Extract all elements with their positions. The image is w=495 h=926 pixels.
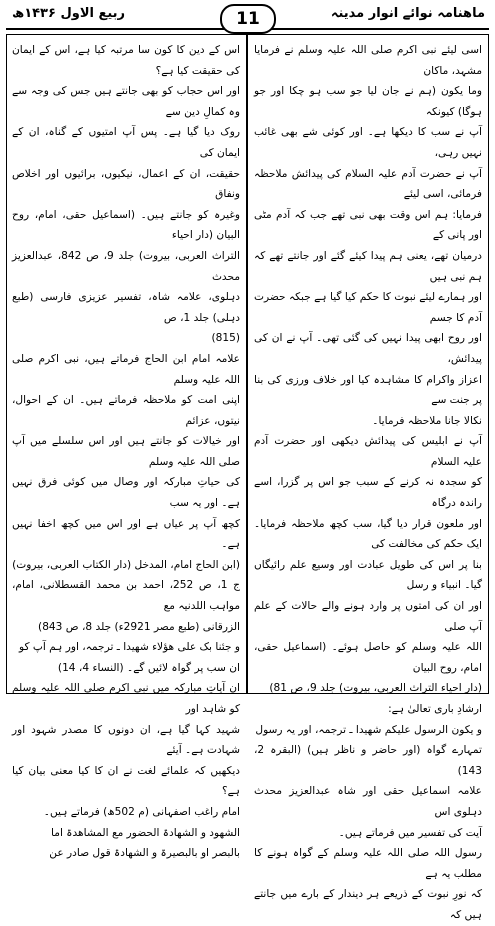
text-line: اللہ علیہ وسلم کو حاصل ہوئے۔ (اسماعیل حقی، امام، روح البیان <box>254 641 482 674</box>
column-divider <box>246 34 248 694</box>
text-line: علامہ اسماعیل حقی اور شاہ عبدالعزیز محدث دہلوی اس <box>254 785 482 818</box>
text-line: رسول اللہ صلی اللہ علیہ وسلم کے گواہ ہونے کا مطلب یہ ہے <box>254 847 482 880</box>
text-line: الشھود و الشھادۃ الحضور مع المشاھدۃ اما <box>51 826 240 839</box>
text-line: اور خیالات کو جانتے ہیں اور اس سلسلے میں آپ صلی اللہ علیہ وسلم <box>12 435 240 468</box>
text-line: امام راغب اصفہانی (م 502ھ) فرماتے ہیں۔ <box>43 805 240 818</box>
text-line: فرمایا: ہم اس وقت بھی نبی تھے جب کہ آدم مٹی اور پانی کے <box>254 208 482 242</box>
text-line: آیت کی تفسیر میں فرماتے ہیں۔ <box>338 826 482 839</box>
text-line: الزرقانی (طبع مصر 2921ء) جلد 8، ص 843) <box>38 620 240 633</box>
text-line: ان سب پر گواہ لائیں گے۔ (النساء 4، 14) <box>57 661 240 674</box>
text-line: آپ نے ابلیس کی پیدائش دیکھی اور حضرت آدم علیہ السلام <box>254 435 482 468</box>
text-line: بالبصر او بالبصیرۃ و الشھادۃ قول صادر عن <box>49 847 240 860</box>
text-line: شہید کہا گیا ہے، ان دونوں کا مصدر شہود اور شہادت ہے۔ آیئے <box>12 723 240 757</box>
page-number-badge: 11 <box>220 4 276 34</box>
text-line: آپ نے سب کا دیکھا ہے۔ اور کوئی شے بھی غائب نہیں رہی، <box>254 126 482 159</box>
left-column <box>12 40 240 860</box>
text-line: اور ملعون قرار دیا گیا، سب کچھ ملاحظہ فرمایا۔ ایک حکم کی مخالفت کی <box>254 517 482 551</box>
text-line: وغیرہ کو جانتے ہیں۔ (اسماعیل حقی، امام، روح البیان (دار احیاء <box>12 208 240 242</box>
text-line: اس کے دین کا کون سا مرتبہ کیا ہے، اس کے ایمان کی حقیقت کیا ہے؟ <box>12 44 240 77</box>
text-line: (ابن الحاج امام، المدخل (دار الکتاب العربی، بیروت) <box>12 558 240 571</box>
text-line: حقیقت، ان کے اعمال، نیکیوں، برائیوں اور اخلاص ونفاق <box>12 167 240 201</box>
text-line: اور ہمارے لیئے نبوت کا حکم کیا گیا ہے جبکہ حضرت آدم کا جسم <box>254 291 482 324</box>
text-line: ج 1، ص 252، احمد بن محمد القسطلانی، امام، مواہب اللدنیہ مع <box>12 579 240 613</box>
text-line: ان آیاتِ مبارکہ میں نبی اکرم صلی اللہ علیہ وسلم کو شاہد اور <box>12 682 240 715</box>
page-header <box>6 4 489 34</box>
text-line: دیکھیں کہ علمائے لغت نے ان کا کیا معنی بیان کیا ہے؟ <box>12 764 240 798</box>
text-line: اعزاز واکرام کا مشاہدہ کیا اور خلاف ورزی کی بنا پر جنت سے <box>254 373 482 407</box>
text-line: اور روح ابھی پیدا نہیں کی گئی تھی۔ آپ نے ان کی پیدائش، <box>254 332 482 365</box>
text-line: علامہ امام ابن الحاج فرماتے ہیں، نبی اکرم صلی اللہ علیہ وسلم <box>12 352 240 386</box>
text-line: دہلوی، علامہ شاہ، تفسیر عزیزی فارسی (طبع دہلی) جلد 1، ص <box>12 291 240 324</box>
text-line: بنا پر اس کی طویل عبادت اور وسیع علم رائیگاں گیا۔ انبیاء و رسل <box>254 558 482 592</box>
magazine-title: ماهنامہ نوائے انوار مدینہ <box>330 6 485 21</box>
issue-date: ربیع الاول ۱۴۳۶ھ <box>12 6 126 21</box>
right-column <box>254 40 482 921</box>
text-line: اور اس حجاب کو بھی جانتے ہیں جس کی وجہ سے وہ کمالِ دین سے <box>12 85 240 118</box>
text-line: نکالا جانا ملاحظہ فرمایا۔ <box>372 414 482 427</box>
text-line: وما یکون (ہم نے جان لیا جو سب ہو چکا اور جو ہوگا) کیونکہ <box>254 85 482 118</box>
text-line: کہ نورِ نبوت کے ذریعے ہر دیندار کے بارے میں جانتے ہیں کہ <box>254 888 482 921</box>
text-line: کی حیاتِ مبارکہ اور وصال میں کوئی فرق نہیں ہے۔ اور یہ سب <box>12 476 240 510</box>
text-line: آپ نے حضرت آدم علیہ السلام کی پیدائش ملاحظہ فرمائی، اسی لیئے <box>254 167 482 201</box>
text-line: روک دیا گیا ہے۔ پس آپ امتیوں کے گناہ، ان کے ایمان کی <box>12 126 240 159</box>
text-line: کچھ آپ پر عیاں ہے اور اس میں کچھ اخفا نہیں ہے۔ <box>12 517 240 551</box>
text-line: و جئنا بک علی ھؤلاء شھیدا ـ ترجمہ، اور ہم آپ کو <box>18 641 240 654</box>
text-line: درمیان تھے، یعنی ہم پیدا کیئے گئے اور جانتے تھے کہ ہم نبی ہیں <box>254 249 482 283</box>
text-line: (دار احیاء التراث العربی، بیروت) جلد 9، ص 81) <box>269 682 482 695</box>
text-line: اسی لیئے نبی اکرم صلی اللہ علیہ وسلم نے فرمایا مشہد، ماکان <box>254 44 482 77</box>
text-line: اپنی امت کو ملاحظہ فرماتے ہیں۔ ان کے احوال، نیتوں، عزائم <box>12 394 240 427</box>
text-line: کو سجدہ نہ کرنے کے سبب جو اس پر گزرا، اسے راندہ درگاہ <box>254 476 482 510</box>
text-line: (815) <box>211 332 240 345</box>
text-line: و یکون الرسول علیکم شھیدا ـ ترجمہ، اور یہ رسول <box>255 723 482 736</box>
text-line: اور ان کی امتوں پر وارد ہونے والے حالات کے علم آپ صلی <box>254 600 482 633</box>
text-line: ارشادِ باری تعالیٰ ہے: <box>388 703 482 715</box>
text-line: تمہارے گواہ (اور حاضر و ناظر ہیں) (البقرہ 2، 143) <box>254 744 482 777</box>
text-line: التراث العربی، بیروت) جلد 9، ص 842، عبدالعزیز محدث <box>12 249 240 283</box>
